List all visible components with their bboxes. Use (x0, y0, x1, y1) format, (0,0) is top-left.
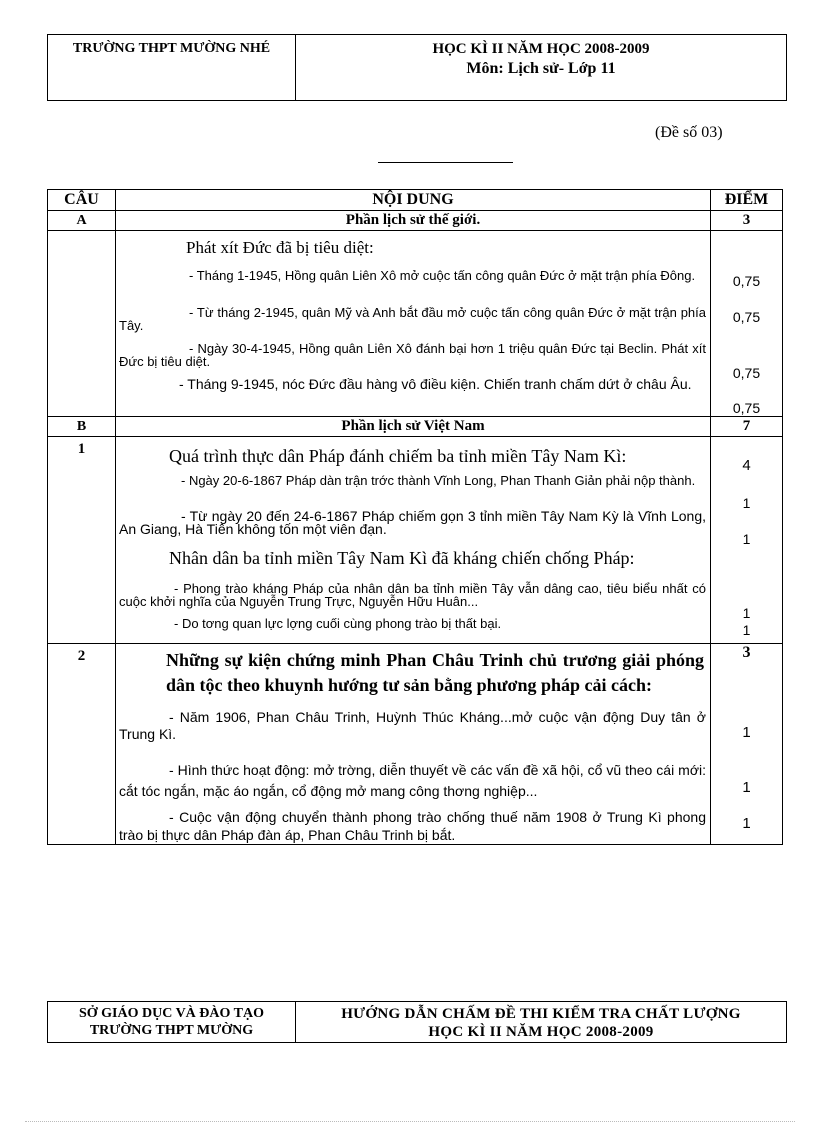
q1-heading-2: Nhân dân ba tỉnh miền Tây Nam Kì đã kháng chiến chống Pháp: (169, 548, 635, 568)
page-break-line (25, 1121, 795, 1122)
point-value: 1 (742, 495, 751, 511)
point-value: 3 (742, 644, 751, 661)
point-value: 1 (742, 605, 751, 621)
q2-item: - Cuộc vận động chuyển thành phong trào chống thuế năm 1908 ở Trung Kì phong trào bị thực dân Pháp đàn áp, Phan Châu Trinh bị bắt. (119, 809, 706, 843)
department-name: SỞ GIÁO DỤC VÀ ĐÀO TẠO (78, 1006, 264, 1021)
point-value: 1 (742, 779, 751, 796)
q1-item: - Phong trào kháng Pháp của nhân dân ba tỉnh miền Tây vẫn dâng cao, tiêu biểu nhất có cuộc khởi nghĩa của Nguyễn Trung Trực, Nguyễn Hữu Huân... (119, 581, 706, 609)
table-header-row (48, 190, 783, 211)
point-value: 1 (742, 815, 751, 832)
section-a-title: Phần lịch sử thế giới. (116, 211, 711, 231)
q1-item: - Ngày 20-6-1867 Pháp dàn trận trớc thành Vĩnh Long, Phan Thanh Giản phải nộp thành. (181, 473, 696, 488)
exam-code: (Đề số 03) (655, 124, 723, 141)
question-number-2: 2 (48, 644, 116, 845)
grading-table (47, 189, 783, 845)
a-item: - Ngày 30-4-1945, Hồng quân Liên Xô đánh bại hơn 1 triệu quân Đức tại Beclin. Phát xít Đức bị tiêu diệt. (119, 341, 706, 369)
a-item: - Từ tháng 2-1945, quân Mỹ và Anh bắt đầu mở cuộc tấn công quân Đức ở mặt trận phía Tây. (119, 305, 706, 333)
q2-heading: Những sự kiện chứng minh Phan Châu Trinh chủ trương giải phóng dân tộc theo khuynh hướng tư sản bằng phương pháp cải cách: (166, 650, 704, 695)
content-row-a (48, 231, 783, 417)
point-value: 0,75 (732, 400, 761, 416)
section-a-points: 3 (711, 211, 783, 231)
a-item: - Tháng 1-1945, Hồng quân Liên Xô mở cuộc tấn công quân Đức ở mặt trận phía Đông. (189, 268, 696, 283)
content-cell-a (116, 231, 711, 417)
header-box (47, 34, 787, 101)
divider-line (378, 162, 513, 163)
exam-title-cell (296, 35, 787, 101)
question-number-1: 1 (48, 437, 116, 644)
question-row-2 (48, 644, 783, 845)
question-cell-a (48, 231, 116, 417)
section-row-a (48, 211, 783, 231)
point-value: 0,75 (732, 273, 761, 289)
footer-left-cell (48, 1002, 296, 1043)
q2-item: - Hình thức hoạt động: mở trờng, diễn thuyết về các vấn đề xã hội, cổ vũ theo cái mới: cắt tóc ngắn, mặc áo ngắn, cổ động mở mang công thơng nghiệp... (119, 762, 706, 799)
col-header-question: CÂU (48, 190, 116, 211)
point-value: 1 (742, 724, 751, 741)
q1-item: - Từ ngày 20 đến 24-6-1867 Pháp chiếm gọn 3 tỉnh miền Tây Nam Kỳ là Vĩnh Long, An Giang, Hà Tiên không tốn một viên đạn. (119, 508, 706, 537)
q1-heading-1: Quá trình thực dân Pháp đánh chiếm ba tỉnh miền Tây Nam Kì: (169, 446, 627, 466)
footer-box (47, 1001, 787, 1043)
footer-right-cell (296, 1002, 787, 1043)
point-value: 1 (742, 531, 751, 547)
point-value: 4 (742, 457, 751, 474)
section-b-label: B (48, 417, 116, 437)
col-header-content: NỘI DUNG (116, 190, 711, 211)
footer-school-name: TRƯỜNG THPT MƯỜNG (89, 1023, 254, 1038)
points-cell-q2 (711, 644, 783, 845)
term-title: HỌC KÌ II NĂM HỌC 2008-2009 (432, 41, 650, 57)
points-cell-q1 (711, 437, 783, 644)
section-b-title: Phần lịch sử Việt Nam (116, 417, 711, 437)
point-value: 0,75 (732, 309, 761, 325)
a-item: - Tháng 9-1945, nóc Đức đầu hàng vô điều kiện. Chiến tranh chấm dứt ở châu Âu. (179, 376, 692, 392)
content-cell-q2 (116, 644, 711, 845)
footer-title-2: HỌC KÌ II NĂM HỌC 2008-2009 (428, 1024, 654, 1040)
point-value: 1 (742, 622, 751, 638)
school-name: TRƯỜNG THPT MƯỜNG NHÉ (48, 35, 296, 101)
footer-title-1: HƯỚNG DẪN CHẤM ĐỀ THI KIỂM TRA CHẤT LƯỢNG (341, 1006, 741, 1022)
q1-item: - Do tơng quan lực lợng cuối cùng phong trào bị thất bại. (174, 616, 502, 631)
question-row-1 (48, 437, 783, 644)
subject-title: Môn: Lịch sử- Lớp 11 (466, 60, 616, 77)
content-cell-q1 (116, 437, 711, 644)
a-heading: Phát xít Đức đã bị tiêu diệt: (186, 238, 374, 257)
section-b-points: 7 (711, 417, 783, 437)
section-row-b (48, 417, 783, 437)
q2-item: - Năm 1906, Phan Châu Trinh, Huỳnh Thúc Kháng...mở cuộc vận động Duy tân ở Trung Kì. (119, 709, 706, 742)
points-cell-a (711, 231, 783, 417)
col-header-points: ĐIỂM (711, 190, 783, 211)
section-a-label: A (48, 211, 116, 231)
point-value: 0,75 (732, 365, 761, 381)
